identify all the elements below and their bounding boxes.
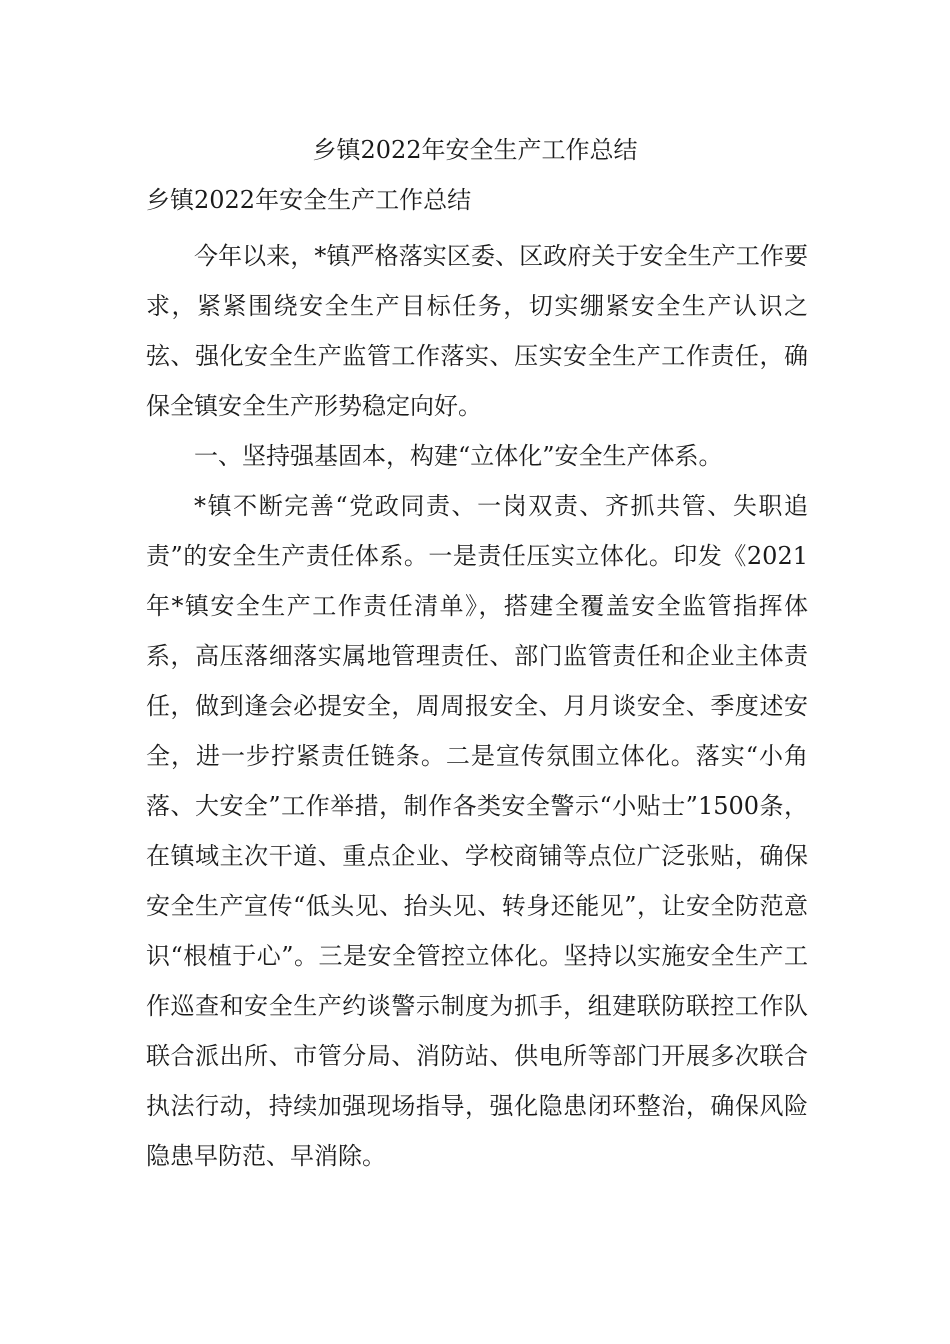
document-subtitle: 乡镇2022年安全生产工作总结 xyxy=(146,186,472,214)
intro-paragraph: 今年以来，*镇严格落实区委、区政府关于安全生产工作要求，紧紧围绕安全生产目标任务，切实绷紧安全生产认识之弦、强化安全生产监管工作落实、压实安全生产工作责任，确保全镇安全生产形势稳定向好。 xyxy=(146,242,808,420)
document-body xyxy=(146,231,808,1181)
section-1-paragraph: *镇不断完善“党政同责、一岗双责、齐抓共管、失职追责”的安全生产责任体系。一是责任压实立体化。印发《2021年*镇安全生产工作责任清单》，搭建全覆盖安全监管指挥体系，高压落细落实属地管理责任、部门监管责任和企业主体责任，做到逢会必提安全，周周报安全、月月谈安全、季度述安全，进一步拧紧责任链条。二是宣传氛围立体化。落实“小角落、大安全”工作举措，制作各类安全警示“小贴士”1500条，在镇域主次干道、重点企业、学校商铺等点位广泛张贴，确保安全生产宣传“低头见、抬头见、转身还能见”，让安全防范意识“根植于心”。三是安全管控立体化。坚持以实施安全生产工作巡查和安全生产约谈警示制度为抓手，组建联防联控工作队联合派出所、市管分局、消防站、供电所等部门开展多次联合执法行动，持续加强现场指导，强化隐患闭环整治，确保风险隐患早防范、早消除。 xyxy=(146,492,808,1170)
document-title: 乡镇2022年安全生产工作总结 xyxy=(312,136,638,164)
section-1-heading: 一、坚持强基固本，构建“立体化”安全生产体系。 xyxy=(194,442,723,470)
